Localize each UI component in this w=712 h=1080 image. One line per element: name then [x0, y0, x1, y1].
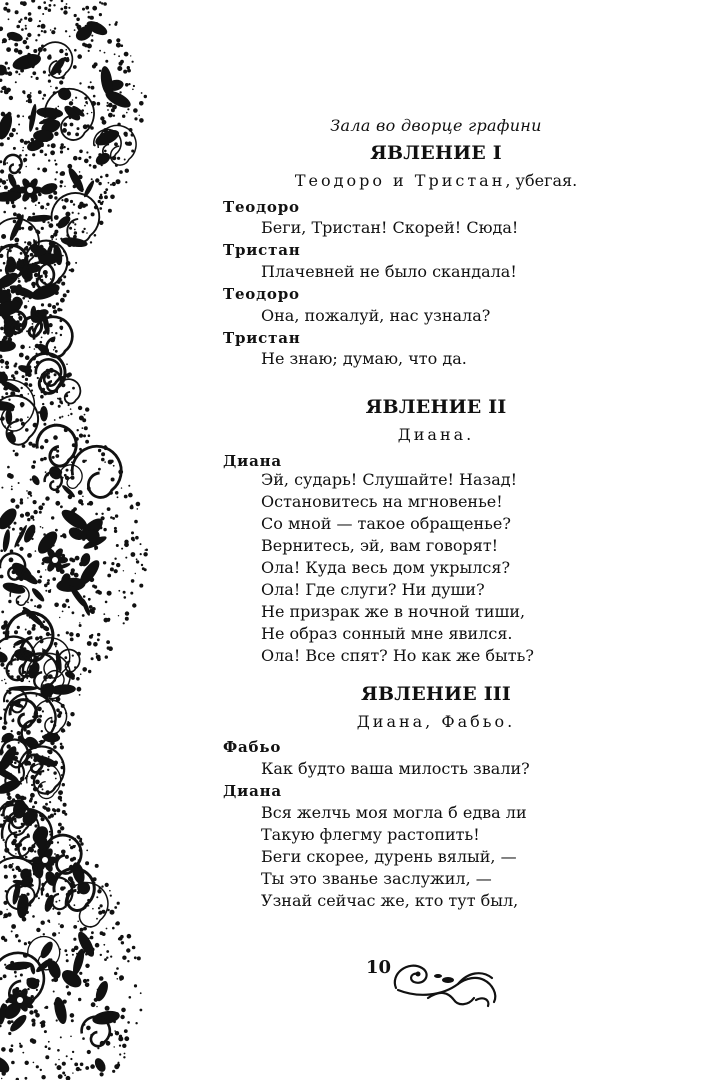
speaker-teodoro-1: Теодоро: [223, 198, 300, 216]
verse-line: Эй, сударь! Слушайте! Назад!: [261, 470, 518, 489]
speaker-fabio: Фабьо: [223, 738, 282, 756]
verse-line: Такую флегму растопить!: [261, 825, 480, 844]
verse-line: Не знаю; думаю, что да.: [261, 349, 467, 368]
scene-1-title: ЯВЛЕНИЕ I: [370, 142, 502, 164]
verse-line: Ола! Где слуги? Ни души?: [261, 580, 485, 599]
verse-line: Остановитесь на мгновенье!: [261, 492, 503, 511]
verse-line: Ола! Куда весь дом укрылся?: [261, 558, 511, 577]
verse-line: Ола! Все спят? Но как же быть?: [261, 646, 534, 665]
speaker-tristan-1: Тристан: [223, 241, 301, 259]
verse-line: Она, пожалуй, нас узнала?: [261, 306, 491, 325]
scene-2-title: ЯВЛЕНИЕ II: [365, 396, 507, 418]
speaker-diana-2: Диана: [223, 782, 282, 800]
verse-line: Вся желчь моя могла б едва ли: [261, 803, 527, 822]
page-number: 10: [366, 957, 392, 978]
speaker-diana-1: Диана: [223, 452, 282, 470]
scene-3-cast: Диана, Фабьо.: [356, 712, 516, 731]
scene-2-cast: Диана.: [397, 425, 475, 444]
verse-line: Со мной — такое обращенье?: [261, 514, 511, 533]
decorative-ornament-border: [0, 0, 160, 1080]
verse-line: Плачевней не было скандала!: [261, 262, 517, 281]
verse-line: Вернитесь, эй, вам говорят!: [261, 536, 499, 555]
verse-line: Как будто ваша милость звали?: [261, 759, 530, 778]
verse-line: Узнай сейчас же, кто тут был,: [261, 891, 519, 910]
verse-line: Беги скорее, дурень вялый, —: [261, 847, 517, 866]
verse-line: Не образ сонный мне явился.: [261, 624, 513, 643]
location-heading: Зала во дворце графини: [330, 116, 542, 135]
scene-1-cast-action: , убегая.: [505, 171, 578, 190]
scene-3-title: ЯВЛЕНИЕ III: [361, 683, 511, 705]
speaker-teodoro-2: Теодоро: [223, 285, 300, 303]
page-text: [160, 0, 712, 1080]
scene-1-cast-names: Теодоро и Тристан: [294, 171, 506, 190]
speaker-tristan-2: Тристан: [223, 329, 301, 347]
scene-1-cast: [160, 171, 712, 190]
verse-line: Не призрак же в ночной тиши,: [261, 602, 526, 621]
verse-line: Беги, Тристан! Скорей! Сюда!: [261, 218, 519, 237]
flourish-ornament: [388, 950, 508, 1010]
verse-line: Ты это званье заслужил, —: [261, 869, 492, 888]
